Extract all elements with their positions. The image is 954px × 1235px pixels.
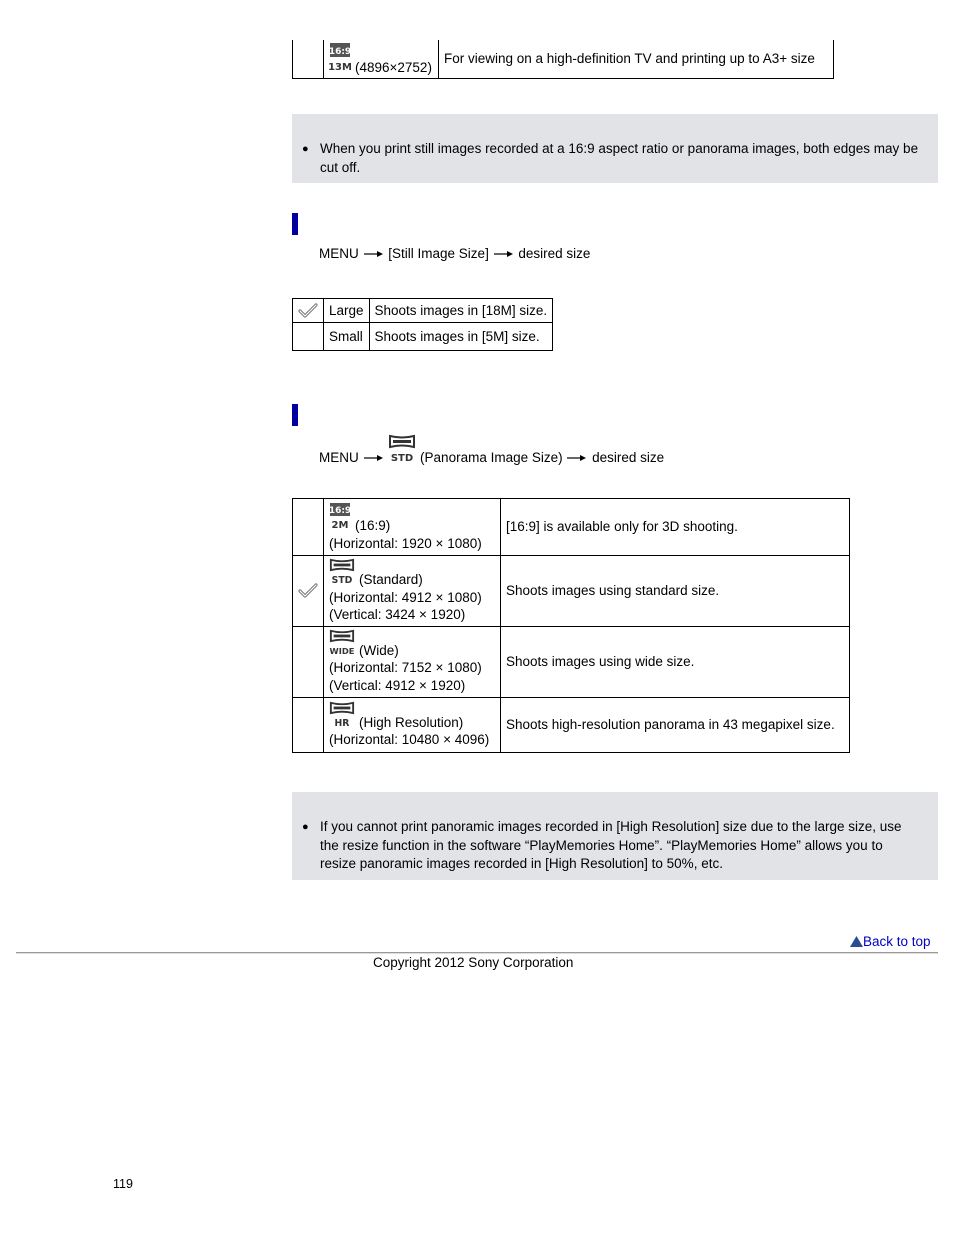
panorama-wide-icon [329,629,355,660]
triangle-up-icon [850,936,863,947]
menu-item: (Panorama Image Size) [420,450,563,465]
size-name: (High Resolution) [359,714,464,730]
size-horizontal: (Horizontal: 1920 × 1080) [329,535,482,551]
still-size-table [292,298,553,351]
svg-text:HR: HR [334,717,350,727]
check-cell [293,40,324,79]
menu-target: desired size [518,246,591,261]
svg-text:16:9: 16:9 [329,506,351,516]
menu-path [319,245,590,263]
size-name: Small [324,323,370,351]
size-description: Shoots images in [5M] size. [369,323,553,351]
bullet-icon: ● [302,143,309,155]
size-horizontal: (Horizontal: 10480 × 4096) [329,732,490,747]
checkmark-icon [298,583,318,599]
size-name: (16:9) [355,518,391,533]
svg-text:STD: STD [391,453,414,462]
table-row [293,499,850,556]
check-cell [293,626,324,697]
note-box [292,792,938,880]
size-description: Shoots images using wide size. [501,626,850,697]
size-vertical: (Vertical: 4912 × 1920) [329,677,466,693]
bullet-icon: ● [302,821,309,833]
arrow-right-icon [566,449,588,467]
size-horizontal: (Horizontal: 4912 × 1080) [329,589,482,605]
check-cell [293,323,324,351]
aspect-16-9-13m-icon [329,42,351,77]
arrow-right-icon [363,449,385,467]
table-row [293,697,850,752]
table-row [293,323,553,351]
svg-text:2M: 2M [331,520,349,530]
svg-text:16:9: 16:9 [329,46,351,57]
menu-path [319,434,664,467]
size-cell [324,626,501,697]
check-cell [293,299,324,323]
size-cell [324,499,501,556]
size-description: Shoots images in [18M] size. [369,299,553,323]
table-row [293,299,553,323]
section-marker [292,404,298,426]
table-row [293,556,850,627]
size-description: [16:9] is available only for 3D shooting. [501,499,850,556]
size-horizontal: (Horizontal: 7152 × 1080) [329,660,482,676]
menu-word: MENU [319,450,359,465]
size-name: Large [324,299,370,323]
aspect-16-9-2m-icon [329,502,351,535]
table-row [293,40,834,79]
page-number: 119 [113,1177,133,1191]
size-description: Shoots images using standard size. [501,556,850,627]
panorama-hr-icon [329,701,355,732]
size-name: (Wide) [359,642,399,658]
note-text: If you cannot print panoramic images recorded in [High Resolution] size due to the large size, use the resize function in the software “PlayMemories Home”. “PlayMemories Home” allows you to resize panoramic images recorded in [High Resolution] to 50%, etc. [320,819,902,871]
checkmark-icon [298,303,318,319]
size-name: (Standard) [359,572,423,587]
menu-word: MENU [319,246,359,261]
panorama-std-icon [388,434,416,467]
section-marker [292,213,298,235]
svg-text:13M: 13M [329,61,351,72]
panorama-size-table [292,498,850,753]
menu-target: desired size [592,450,665,465]
check-cell [293,556,324,627]
size-vertical: (Vertical: 3424 × 1920) [329,607,466,622]
note-text: When you print still images recorded at a 16:9 aspect ratio or panorama images, both edges may be cut off. [320,141,919,175]
back-to-top-link[interactable] [850,934,931,949]
size-cell [324,556,501,627]
copyright: Copyright 2012 Sony Corporation [373,955,574,970]
menu-item: [Still Image Size] [388,246,489,261]
top-size-table [292,40,834,79]
check-cell [293,697,324,752]
table-row [293,626,850,697]
size-cell [324,40,439,79]
check-cell [293,499,324,556]
size-cell [324,697,501,752]
svg-text:STD: STD [331,575,353,584]
footer-divider [16,952,938,954]
svg-text:WIDE: WIDE [329,645,355,655]
arrow-right-icon [493,245,515,263]
arrow-right-icon [363,245,385,263]
back-to-top-text[interactable]: Back to top [863,934,931,949]
description-cell: For viewing on a high-definition TV and printing up to A3+ size [439,40,834,79]
note-box [292,114,938,183]
panorama-std-icon [329,558,355,589]
size-text: (4896×2752) [355,59,432,75]
size-description: Shoots high-resolution panorama in 43 megapixel size. [501,697,850,752]
